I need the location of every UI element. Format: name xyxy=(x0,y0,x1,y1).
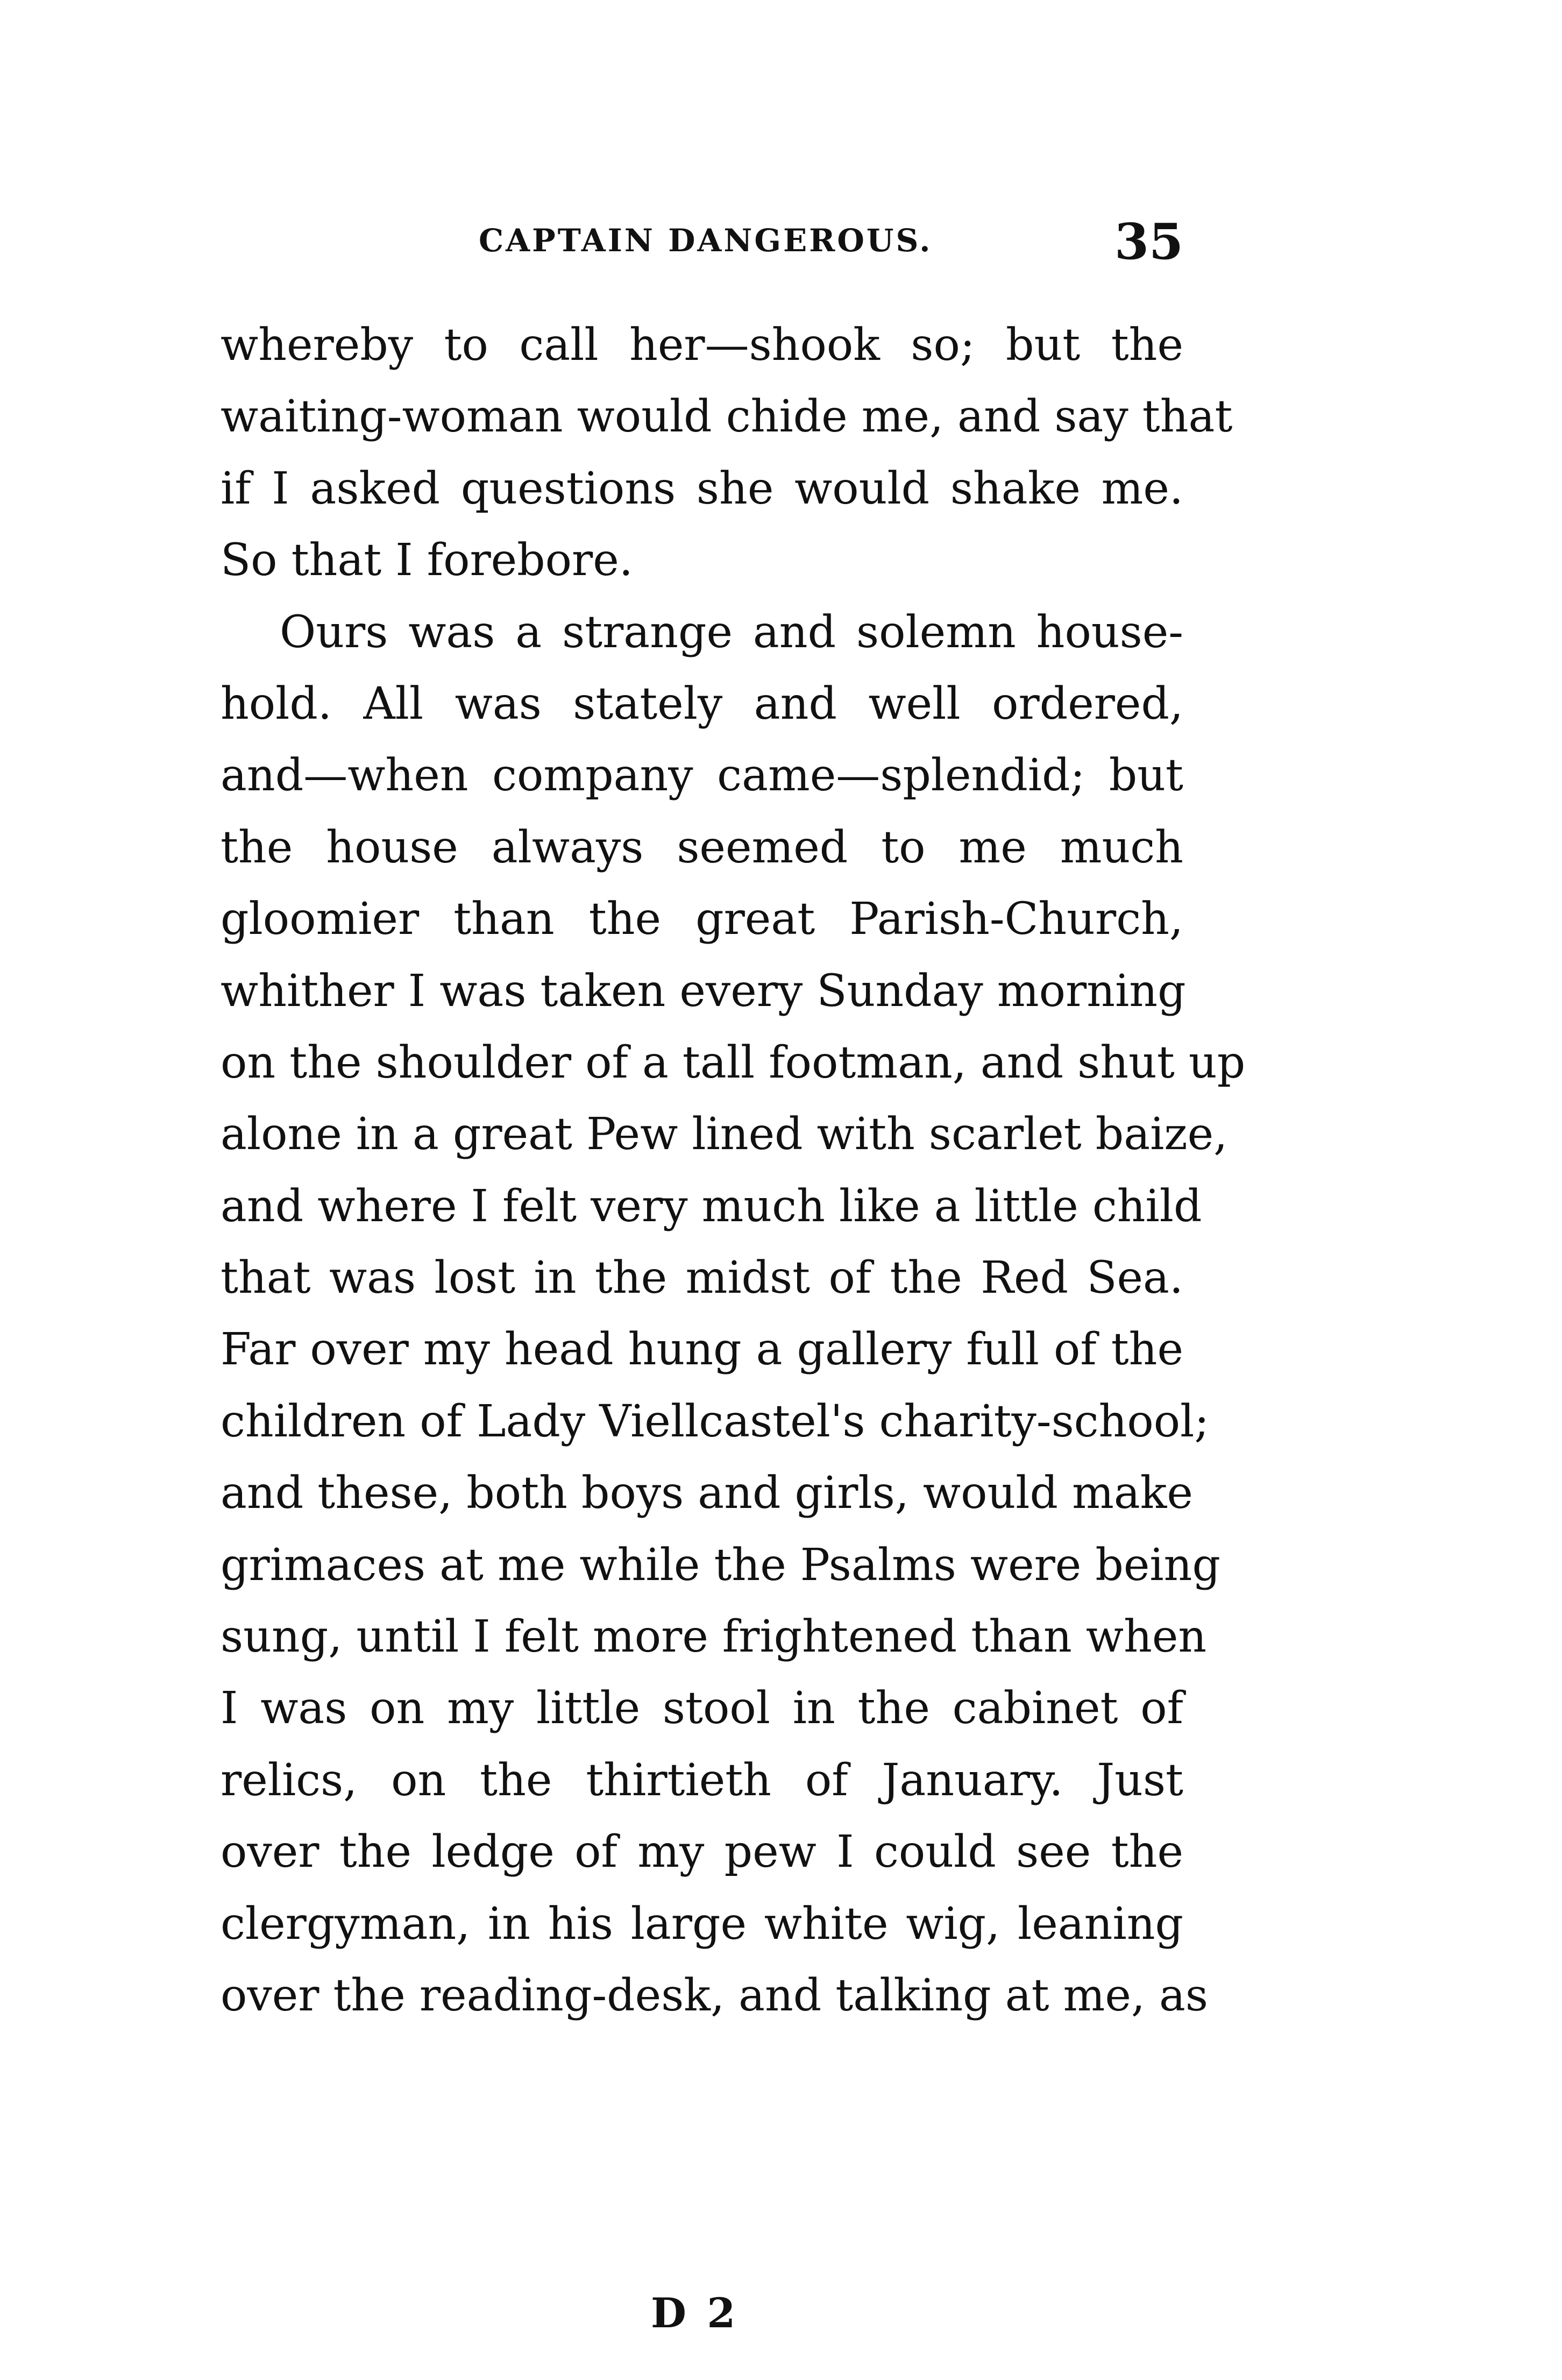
text-line: relics, on the thirtieth of January. Just xyxy=(221,1754,1183,1806)
running-head xyxy=(221,212,1183,277)
text-line: alone in a great Pew lined with scarlet baize, xyxy=(221,1109,1228,1160)
text-line: the house always seemed to me much xyxy=(221,821,1183,873)
text-line: and these, both boys and girls, would make xyxy=(221,1468,1193,1519)
text-line: I was on my little stool in the cabinet of xyxy=(221,1683,1183,1734)
text-line: whither I was taken every Sunday morning xyxy=(221,965,1186,1017)
text-line: that was lost in the midst of the Red Sea. xyxy=(221,1252,1183,1304)
text-line: and where I felt very much like a little child xyxy=(221,1180,1202,1232)
text-line: sung, until I felt more frightened than when xyxy=(221,1611,1207,1663)
text-line: So that I forebore. xyxy=(221,535,633,586)
text-line: over the reading-desk, and talking at me, as xyxy=(221,1970,1208,2021)
text-line: hold. All was stately and well ordered, xyxy=(221,678,1183,729)
page-number: 35 xyxy=(1114,212,1183,271)
text-line: clergyman, in his large white wig, leaning xyxy=(221,1898,1183,1950)
signature-mark: D 2 xyxy=(651,2289,739,2337)
text-line: over the ledge of my pew I could see the xyxy=(221,1826,1183,1878)
text-line: children of Lady Viellcastel's charity-school; xyxy=(221,1396,1209,1447)
text-line: grimaces at me while the Psalms were being xyxy=(221,1539,1220,1591)
running-title: CAPTAIN DANGEROUS. xyxy=(479,222,933,259)
text-line: and—when company came—splendid; but xyxy=(221,750,1183,802)
text-line: Far over my head hung a gallery full of the xyxy=(221,1324,1183,1376)
text-line: waiting-woman would chide me, and say that xyxy=(221,391,1233,443)
text-line: Ours was a strange and solemn house- xyxy=(280,606,1183,658)
text-line: gloomier than the great Parish-Church, xyxy=(221,894,1183,945)
text-line: whereby to call her—shook so; but the xyxy=(221,320,1183,371)
text-line: on the shoulder of a tall footman, and shut up xyxy=(221,1037,1246,1088)
text-line: if I asked questions she would shake me. xyxy=(221,463,1183,514)
body-text xyxy=(221,309,1246,2031)
